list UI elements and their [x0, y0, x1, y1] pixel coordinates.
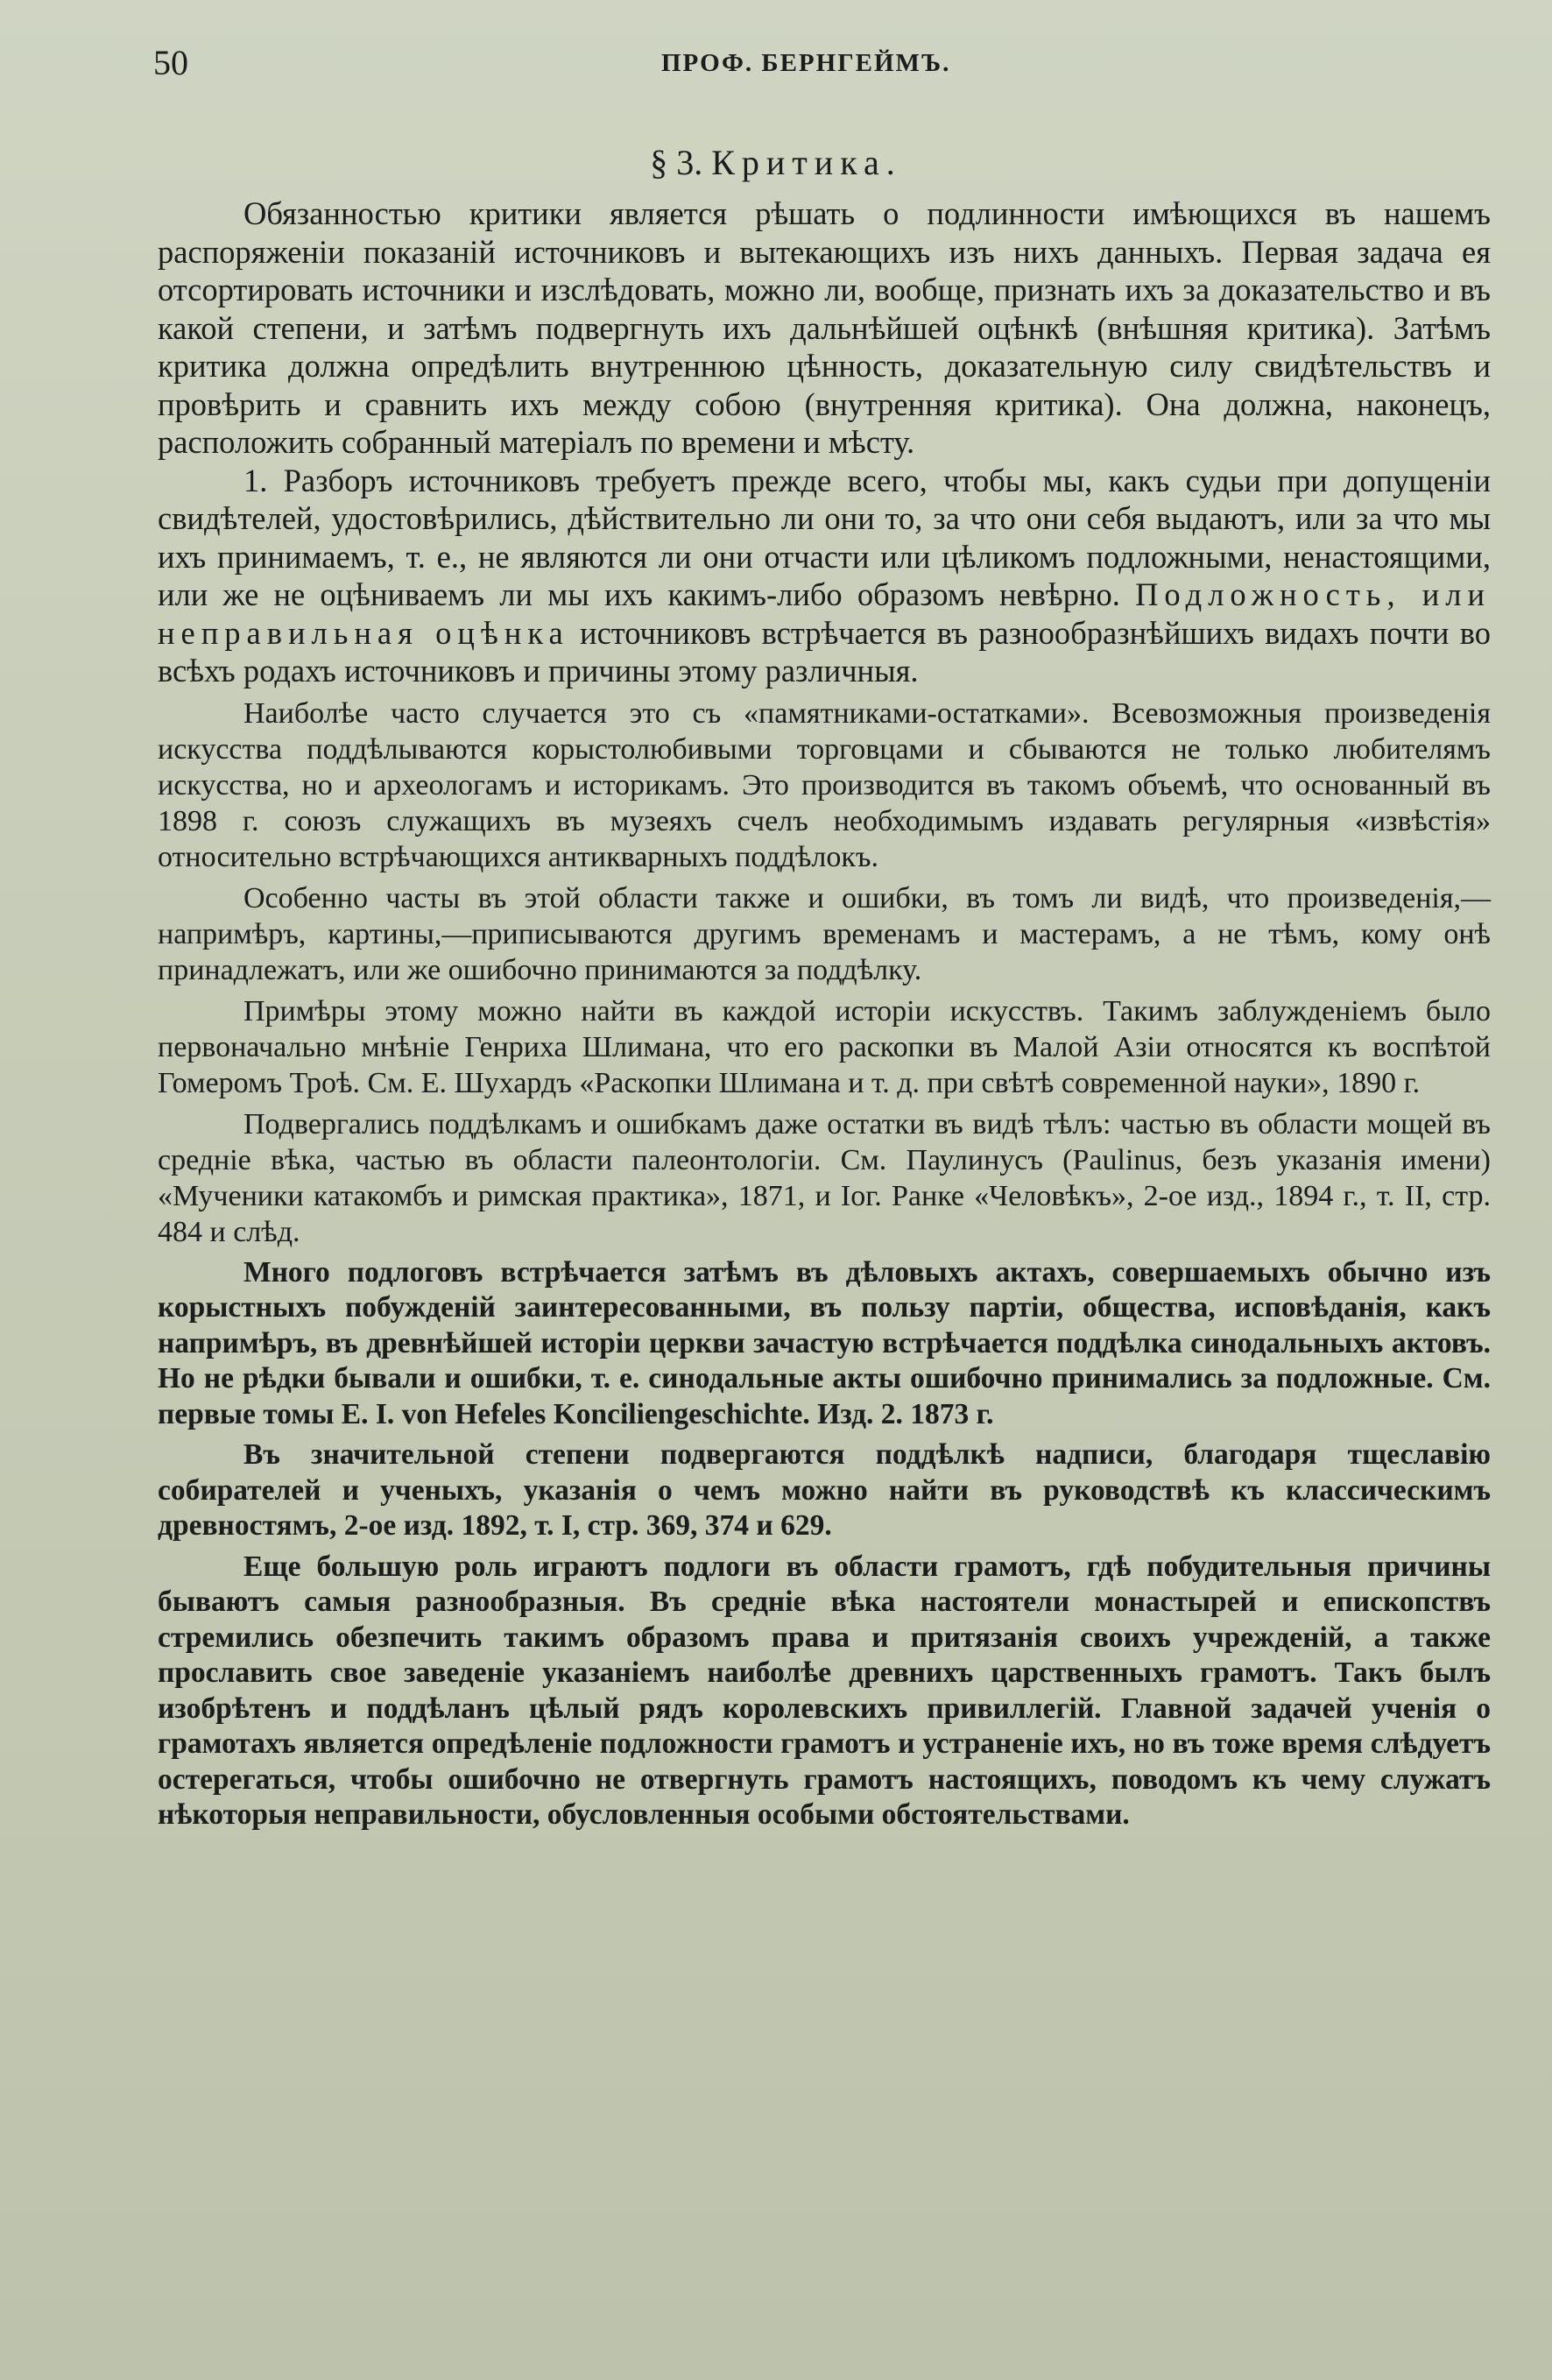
paragraph-attribution-errors: Особенно часты въ этой области также и ошибки, въ томъ ли видѣ, что произведенія,—напримѣръ, картины,—приписываются другимъ временамъ и мастерамъ, а не тѣмъ, кому онѣ принадлежатъ, или же ошибочно принимаются за поддѣлку.	[158, 881, 1491, 986]
page-number: 50	[153, 43, 188, 82]
paragraph-body-remains: Подвергались поддѣлкамъ и ошибкамъ даже остатки въ видѣ тѣлъ: частью въ области мощей въ средніе вѣка, частью въ области палеонтологіи. См. Паулинусъ (Paulinus, безъ указанія имени) «Мученики катакомбъ и римская практика», 1871, и Іог. Ранке «Человѣкъ», 2-ое изд., 1894 г., т. II, стр. 484 и слѣд.	[158, 1107, 1491, 1248]
section-heading	[0, 142, 1552, 183]
paragraph-art-history-examples: Примѣры этому можно найти въ каждой исторіи искусствъ. Такимъ заблужденіемъ было первоначально мнѣніе Генриха Шлимана, что его раскопки въ Малой Азіи относятся къ воспѣтой Гомеромъ Троѣ. См. Е. Шухардъ «Раскопки Шлимана и т. д. при свѣтѣ современной науки», 1890 г.	[158, 994, 1491, 1099]
paragraph-business-acts: Много подлоговъ встрѣчается затѣмъ въ дѣловыхъ актахъ, совершаемыхъ обычно изъ корыстныхъ побужденій заинтересованными, въ пользу партіи, общества, исповѣданія, какъ напримѣръ, въ древнѣйшей исторіи церкви зачастую встрѣчается поддѣлка синодальныхъ актовъ. Но не рѣдки бывали и ошибки, т. е. синодальные акты ошибочно принимались за подложные. См. первые томы E. I. von Hefeles Konciliengeschichte. Изд. 2. 1873 г.	[158, 1255, 1491, 1430]
body-text	[158, 194, 1491, 1833]
paragraph-source-analysis-tail: источниковъ встрѣчается въ разнообразнѣйшихъ видахъ почти во всѣхъ родахъ источниковъ и причины этому различныя.	[158, 614, 1492, 689]
paragraph-source-analysis-intro: 1. Разборъ источниковъ требуетъ прежде всего, чтобы мы, какъ судьи при допущеніи свидѣтелей, удостовѣрились, дѣйствительно ли они то, за что они себя выдаютъ, или за что мы ихъ принимаемъ, т. е., не являются ли они отчасти или цѣликомъ подложными, ненастоящими, или же не оцѣниваемъ ли мы ихъ какимъ-либо образомъ невѣрно.	[158, 462, 1491, 612]
header-title: ПРОФ. БЕРНГЕЙМЪ.	[661, 49, 951, 77]
paragraph-inscriptions: Въ значительной степени подвергаются поддѣлкѣ надписи, благодаря тщеславію собирателей и ученыхъ, указанія о чемъ можно найти въ руководствѣ къ классическимъ древностямъ, 2-ое изд. 1892, т. I, стр. 369, 374 и 629.	[158, 1438, 1491, 1542]
paragraph-source-analysis	[158, 462, 1491, 690]
running-head	[153, 42, 1493, 86]
paragraph-monument-forgeries: Наиболѣе часто случается это съ «памятниками-остатками». Всевозможныя произведенія искусства поддѣлываются корыстолюбивыми торговцами и сбываются не только любителямъ искусства, но и археологамъ и историкамъ. Это производится въ такомъ объемѣ, что основанный въ 1898 г. союзъ служащихъ въ музеяхъ счелъ необходимымъ издавать регулярныя «извѣстія» относительно встрѣчающихся антикварныхъ поддѣлокъ.	[158, 696, 1491, 873]
paragraph-critique-duties: Обязанностью критики является рѣшать о подлинности имѣющихся въ нашемъ распоряженіи показаній источниковъ и вытекающихъ изъ нихъ данныхъ. Первая задача ея отсортировать источники и изслѣдовать, можно ли, вообще, признать ихъ за доказательство и въ какой степени, и затѣмъ подвергнуть ихъ дальнѣйшей оцѣнкѣ (внѣшняя критика). Затѣмъ критика должна опредѣлить внутреннюю цѣнность, доказательную силу свидѣтельствъ и провѣрить и сравнить ихъ между собою (внутренняя критика). Она должна, наконецъ, расположить собранный матеріалъ по времени и мѣсту.	[158, 195, 1491, 460]
section-number: § 3.	[650, 143, 703, 182]
spaced-emphasis: Подложность, или неправильная оцѣнка	[158, 576, 1491, 651]
section-label: Критика.	[711, 143, 902, 182]
paragraph-charters: Еще большую роль играютъ подлоги въ области грамотъ, гдѣ побудительныя причины бываютъ самыя разнообразныя. Въ средніе вѣка настоятели монастырей и епископствъ стремились обезпечить такимъ образомъ права и притязанія своихъ учрежденій, а также прославить свое заведеніе указаніемъ наиболѣе древнихъ царственныхъ грамотъ. Такъ былъ изобрѣтенъ и поддѣланъ цѣлый рядъ королевскихъ привиллегій. Главной задачей ученія о грамотахъ является опредѣленіе подложности грамотъ и устраненіе ихъ, но въ тоже время слѣдуетъ остерегаться, чтобы ошибочно не отвергнуть грамотъ настоящихъ, поводомъ къ чему служатъ нѣкоторыя неправильности, обусловленныя особыми обстоятельствами.	[158, 1550, 1491, 1831]
